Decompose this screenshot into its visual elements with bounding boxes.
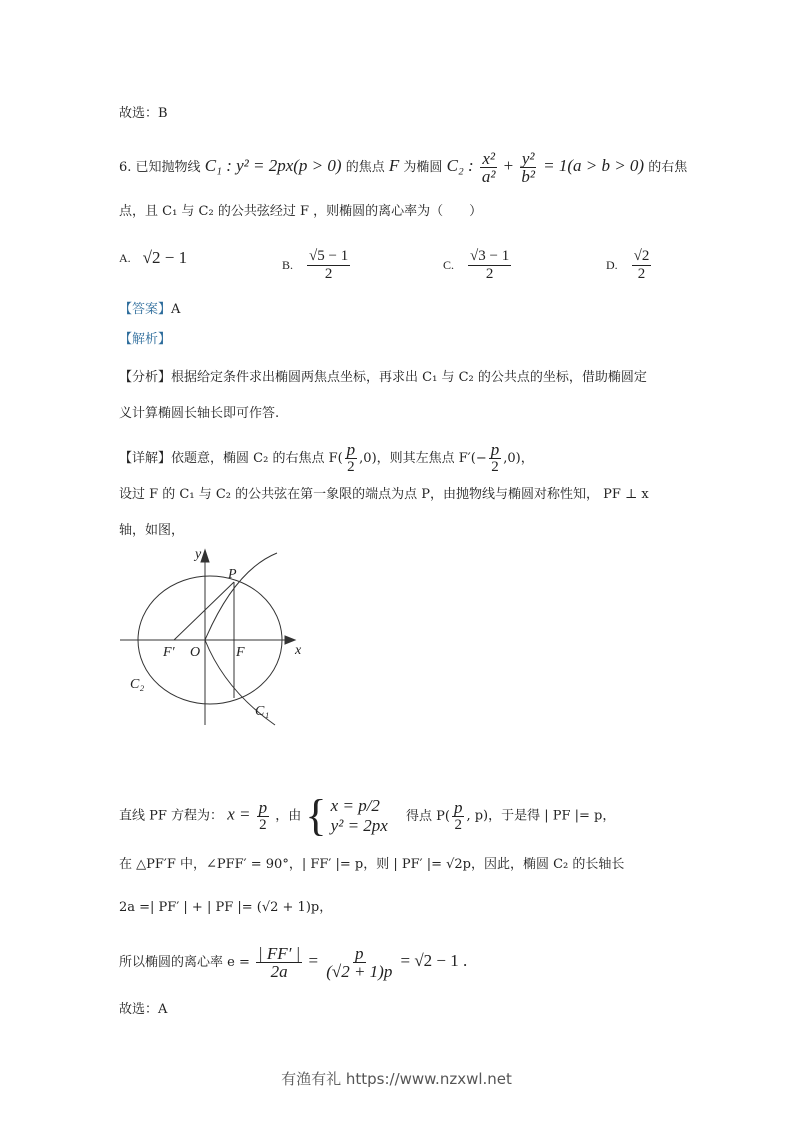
fenxi-line-2: 义计算椭圆长轴长即可作答. [119, 406, 280, 421]
ellipse-parabola-figure [115, 540, 315, 730]
fenxi-line-1: 【分析】根据给定条件求出椭圆两焦点坐标，再求出 C₁ 与 C₂ 的公共点的坐标，借助椭圆定 [119, 370, 647, 385]
final-answer: 故选：A [119, 1002, 168, 1017]
answer-line [119, 300, 180, 320]
option-b: B. $\frac{√5 - 1}{2}$ [282, 248, 349, 282]
derivation-line-1: 直线 PF 方程为： x = $\frac{p}{2}$ ，由 { x = p/2 y² = 2px 得点 P( $\frac{p}{2}$ , p)，于是得 | PF |= p， [119, 791, 616, 840]
option-a: A. √2 − 1 [119, 248, 188, 267]
xiangjie-line-3: 轴，如图， [119, 523, 185, 538]
footer-watermark: 有渔有礼 https://www.nzxwl.net [281, 1070, 512, 1088]
c2-frac-x: $\frac{\text{x²}}{\text{a²}}$ [481, 149, 496, 186]
svg-text:F: F [236, 645, 245, 660]
svg-text:O: O [190, 645, 201, 660]
derivation-line-4: 所以椭圆的离心率 e = $\frac{| FF' |}{2a}$ = $\frac{p}{(√2 + 1)p}$ = √2 − 1 . [119, 944, 468, 981]
prev-answer: 故选：B [119, 106, 168, 121]
svg-text:F′: F′ [163, 645, 175, 660]
xiangjie-line-2: 设过 F 的 C₁ 与 C₂ 的公共弦在第一象限的端点为点 P，由抛物线与椭圆对称性知， PF ⊥ x [119, 487, 649, 502]
option-d: D. $\frac{√2}{2}$ [606, 248, 650, 282]
analysis-label: 【解析】 [119, 332, 172, 347]
answer-value: A [171, 302, 181, 317]
svg-text:x: x [295, 643, 302, 658]
question-number: 6. [119, 160, 132, 175]
svg-text:P: P [228, 567, 237, 582]
derivation-line-3: 2a =| PF′ | + | PF |= (√2 + 1)p， [119, 900, 333, 915]
svg-text:C₁: C₁ [255, 704, 270, 719]
derivation-line-2: 在 △PF′F 中，∠PFF′ = 90°，| FF′ |= p，则 | PF′ |= √2p，因此，椭圆 C₂ 的长轴长 [119, 857, 625, 872]
question-line-2: 点，且 C₁ 与 C₂ 的公共弦经过 F ，则椭圆的离心率为（ ） [119, 204, 483, 219]
c1-equation: C₁ : y² = 2px(p > 0) [204, 156, 342, 175]
answer-label: 【答案】 [119, 302, 172, 317]
xiangjie-line-1: 【详解】依题意，椭圆 C₂ 的右焦点 F( $\frac{p}{2}$ ,0)，则其左焦点 F′(− $\frac{p}{2}$ ,0)， [119, 440, 534, 475]
svg-text:C₂: C₂ [130, 677, 145, 692]
c2-frac-y: $\frac{\text{y²}}{\text{b²}}$ [521, 149, 535, 186]
question-line-1: 6. 已知抛物线 C₁ : y² = 2px(p > 0) 的焦点 F 为椭圆 C₂ : $\frac{\text{x²}}{\text{a²}}$ + $\frac{\text{y²}}{\text{b²}}$ = 1(a > b > 0) 的右焦 [119, 149, 688, 186]
option-c: C. $\frac{√3 - 1}{2}$ [443, 248, 510, 282]
svg-text:y: y [195, 547, 202, 562]
